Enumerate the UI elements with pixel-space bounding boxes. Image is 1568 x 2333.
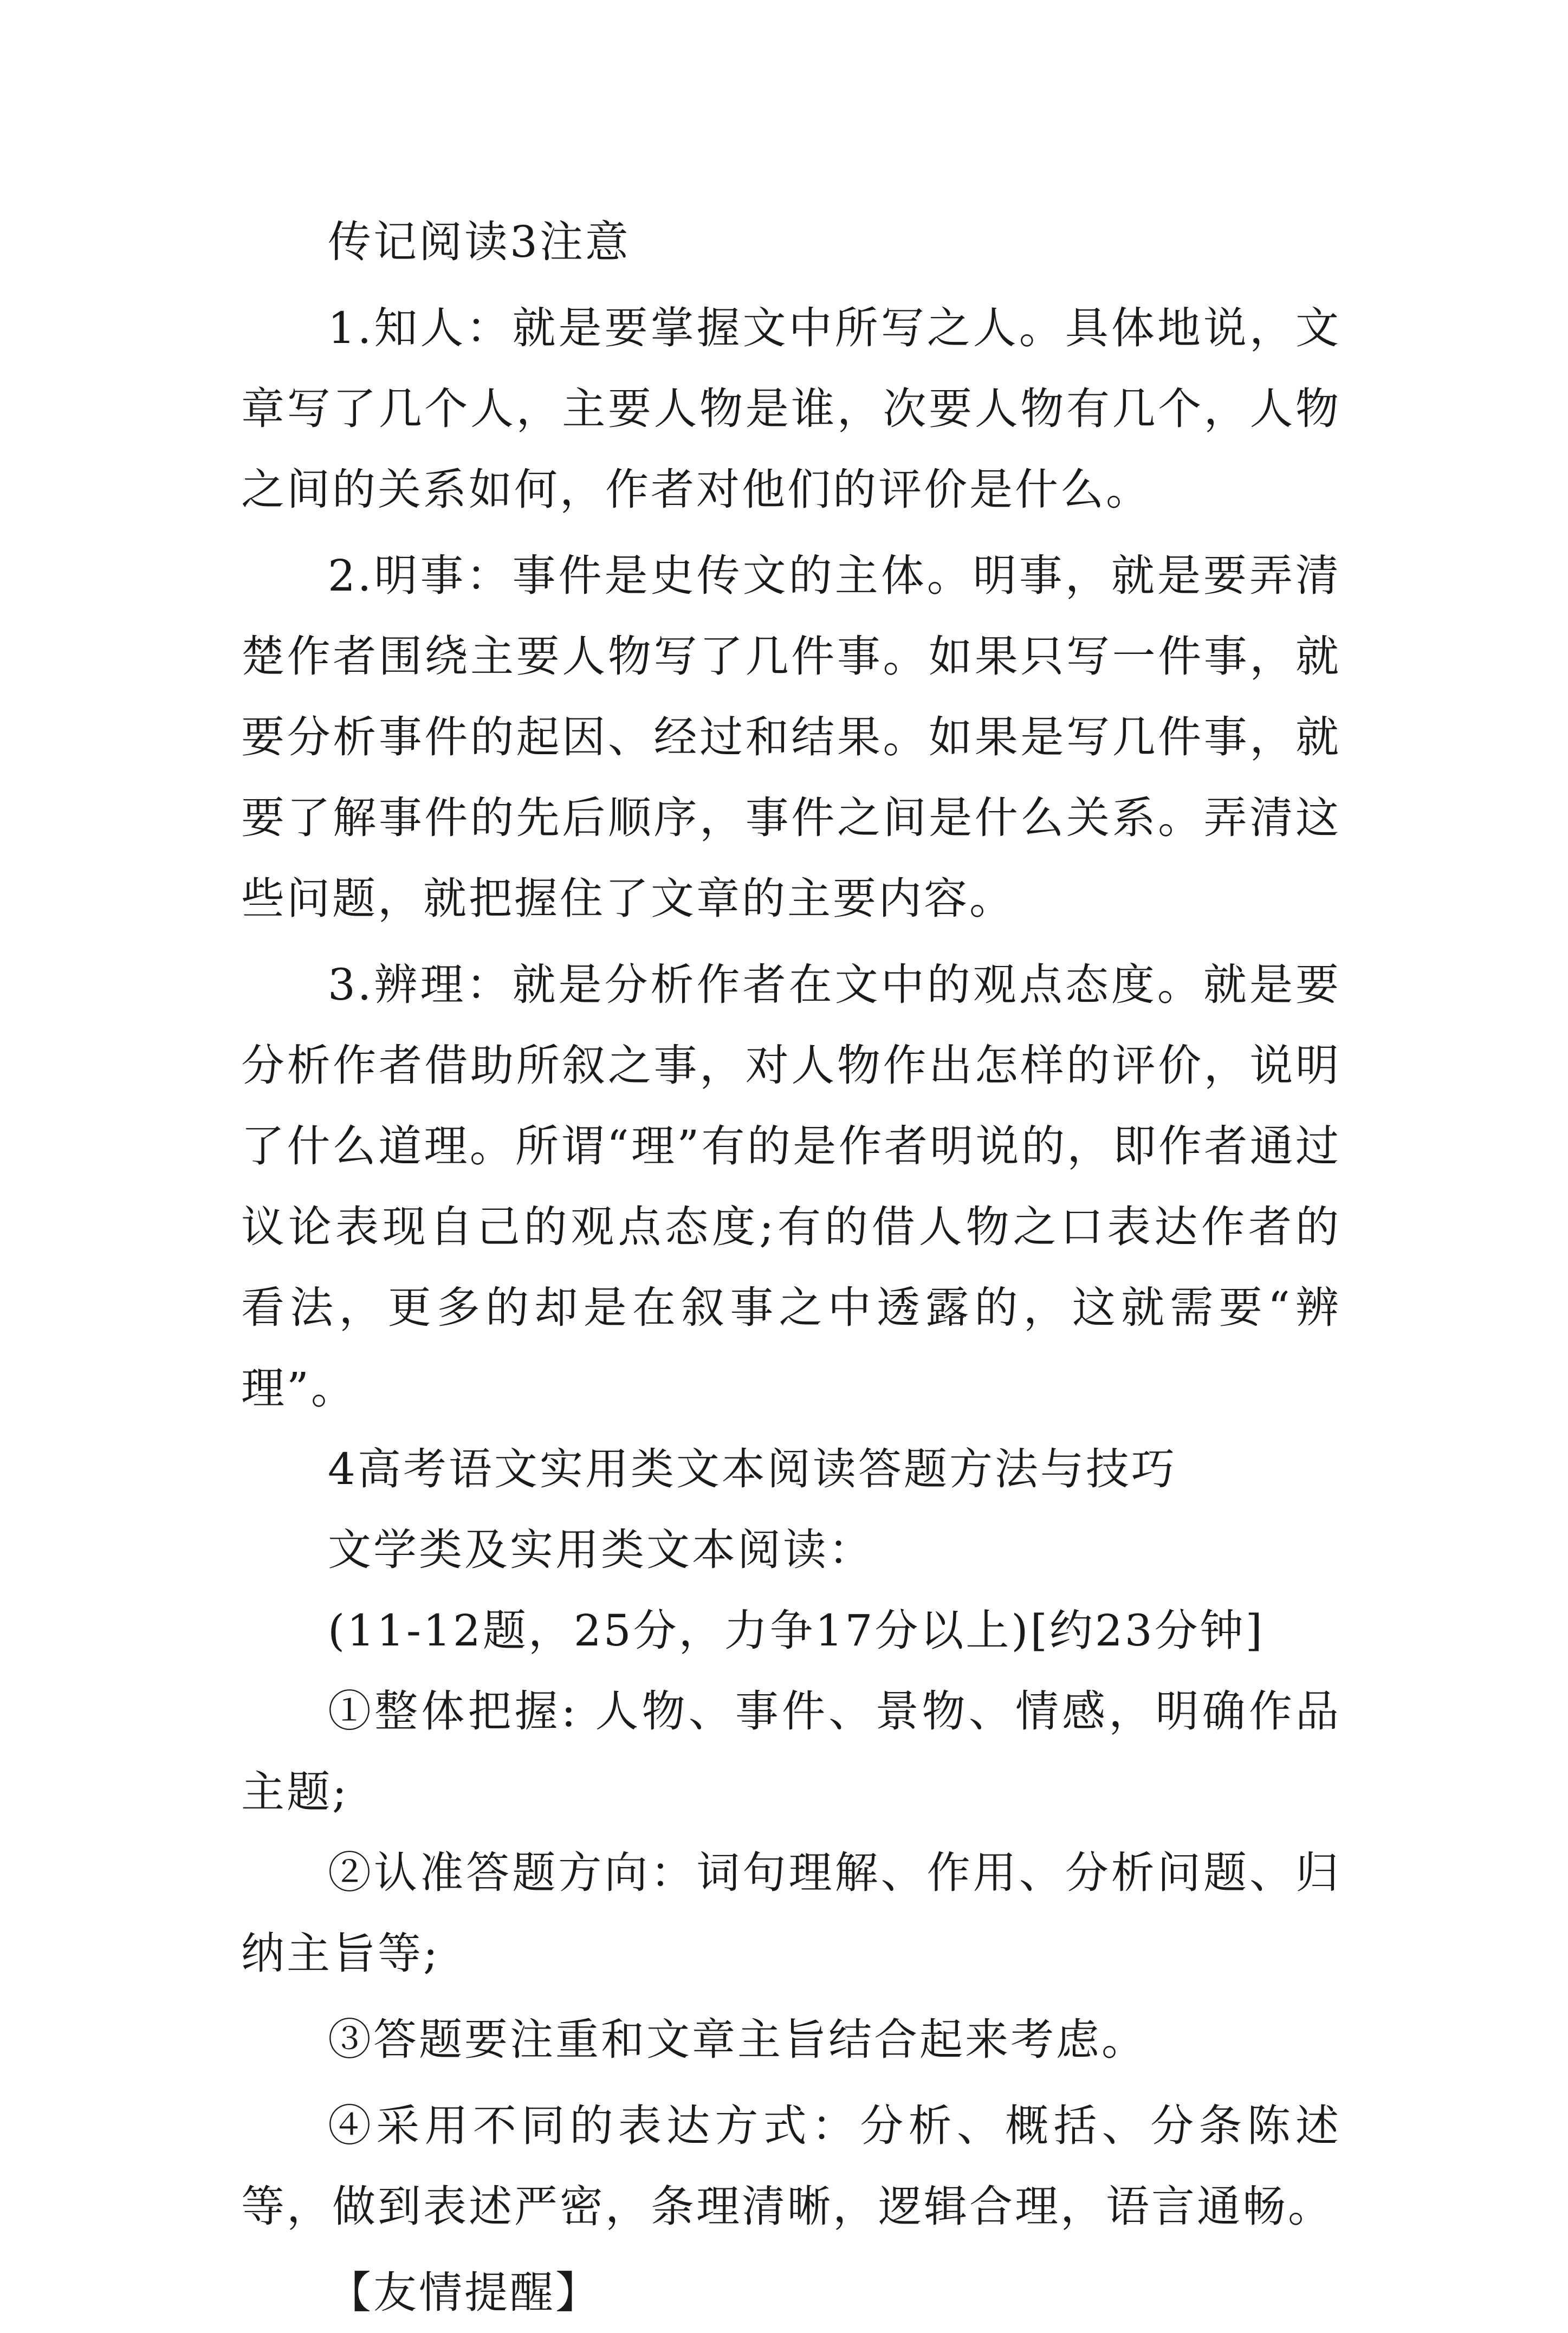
list-item-4: ④采用不同的表达方式：分析、概括、分条陈述等，做到表述严密，条理清晰，逻辑合理，语言通畅。 [241,2101,1341,2232]
reminder-heading: 【友情提醒】 [328,2267,601,2318]
list-item-2: ②认准答题方向：词句理解、作用、分析问题、归纳主旨等; [241,1848,1341,1979]
list-item-3: ③答题要注重和文章主旨结合起来考虑。 [328,2014,1147,2065]
paragraph-discern-reason: 3.辨理：就是分析作者在文中的观点态度。就是要分析作者借助所叙之事，对人物作出怎样的评价，说明了什么道理。所谓“理”有的是作者明说的，即作者通过议论表现自己的观点态度;有的借人物之口表达作者的看法，更多的却是在叙事之中透露的，这就需要“辨理”。 [241,960,1341,1414]
document-body [241,202,1341,2333]
section-heading-exam-methods: 4高考语文实用类文本阅读答题方法与技巧 [328,1444,1177,1494]
paragraph-reading-intro: 文学类及实用类文本阅读： [328,1525,874,1575]
section-heading-biography: 传记阅读3注意 [328,217,631,267]
paragraph-clarify-events: 2.明事：事件是史传文的主体。明事，就是要弄清楚作者围绕主要人物写了几件事。如果只写一件事，就要分析事件的起因、经过和结果。如果是写几件事，就要了解事件的先后顺序，事件之间是什么关系。弄清这些问题，就把握住了文章的主要内容。 [241,550,1341,924]
paragraph-score-note: (11-12题，25分，力争17分以上)[约23分钟] [328,1605,1265,1656]
paragraph-know-people: 1.知人：就是要掌握文中所写之人。具体地说，文章写了几个人，主要人物是谁，次要人物有几个，人物之间的关系如何，作者对他们的评价是什么。 [241,303,1341,515]
list-item-1: ①整体把握: 人物、事件、景物、情感，明确作品主题; [241,1686,1341,1817]
